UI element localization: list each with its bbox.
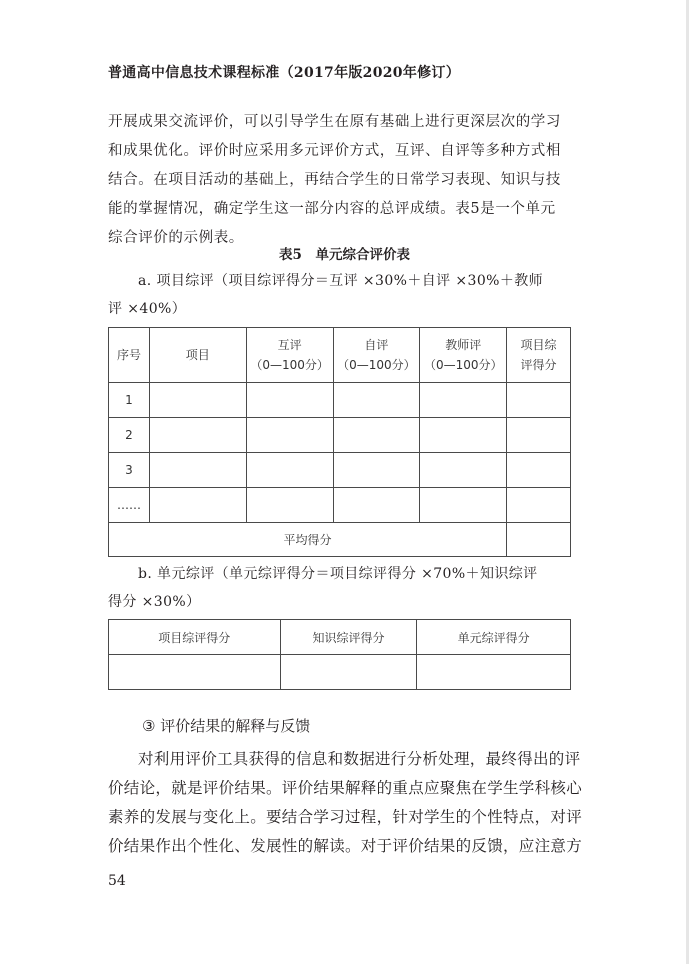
header-teacher — [420, 328, 507, 383]
table-cell — [246, 453, 333, 488]
row-seq: …… — [109, 488, 150, 523]
table-row — [109, 488, 571, 523]
table-caption: 表5 单元综合评价表 — [279, 247, 410, 263]
paragraph-line: 开展成果交流评价，可以引导学生在原有基础上进行更深层次的学习 — [108, 114, 561, 130]
table-cell — [420, 453, 507, 488]
table-row — [109, 383, 571, 418]
header-project-score: 项目综评得分 — [109, 620, 281, 655]
table-cell — [507, 523, 571, 557]
table-cell — [333, 383, 420, 418]
header-teacher-range: （0—100分） — [423, 358, 503, 372]
paragraph-line: 对利用评价工具获得的信息和数据进行分析处理，最终得出的评 — [138, 750, 581, 768]
table-cell — [333, 453, 420, 488]
paragraph-line: 综合评价的示例表。 — [108, 230, 244, 246]
formula-line: 得分 ×30%） — [108, 594, 201, 610]
formula-a — [108, 267, 570, 323]
running-header: 普通高中信息技术课程标准（2017年版2020年修订） — [108, 65, 461, 81]
header-score-line: 项目综 — [520, 338, 557, 352]
formula-line: 评 ×40%） — [108, 301, 187, 317]
table-cell — [333, 488, 420, 523]
table-cell — [109, 655, 281, 690]
table-header-row — [109, 620, 571, 655]
row-seq: 2 — [109, 418, 150, 453]
page-number: 54 — [108, 873, 126, 889]
header-self — [333, 328, 420, 383]
table-cell — [149, 418, 246, 453]
table-cell — [280, 655, 417, 690]
header-score — [507, 328, 571, 383]
paragraph-line: 能的掌握情况，确定学生这一部分内容的总评成绩。表5是一个单元 — [108, 201, 556, 217]
header-unit-score: 单元综评得分 — [417, 620, 571, 655]
table-cell — [246, 383, 333, 418]
formula-line: b. 单元综评（单元综评得分＝项目综评得分 ×70%＋知识综评 — [138, 566, 538, 582]
table-row — [109, 453, 571, 488]
paragraph-line: 价结论，就是评价结果。评价结果解释的重点应聚焦在学生学科核心 — [108, 779, 583, 797]
table-cell — [420, 488, 507, 523]
average-label: 平均得分 — [109, 523, 507, 557]
table-cell — [420, 383, 507, 418]
header-teacher-label: 教师评 — [445, 338, 482, 352]
table-row — [109, 655, 571, 690]
table-cell — [507, 383, 571, 418]
table-cell — [507, 453, 571, 488]
table-cell — [246, 418, 333, 453]
paragraph-line: 素养的发展与变化上。要结合学习过程，针对学生的个性特点，对评 — [108, 808, 583, 826]
header-peer — [246, 328, 333, 383]
formula-b — [108, 560, 570, 616]
table-cell — [417, 655, 571, 690]
section-heading: ③ 评价结果的解释与反馈 — [142, 717, 311, 735]
project-evaluation-table — [108, 327, 571, 557]
header-peer-label: 互评 — [277, 338, 302, 352]
section-paragraph — [108, 745, 583, 861]
unit-evaluation-table — [108, 619, 571, 690]
paragraph-line: 价结果作出个性化、发展性的解读。对于评价结果的反馈，应注意方 — [108, 837, 583, 855]
table-header-row — [109, 328, 571, 383]
row-seq: 1 — [109, 383, 150, 418]
table-cell — [149, 453, 246, 488]
header-item: 项目 — [149, 328, 246, 383]
table-cell — [420, 418, 507, 453]
intro-paragraph — [108, 108, 570, 253]
header-self-range: （0—100分） — [337, 358, 416, 372]
table-cell — [507, 418, 571, 453]
header-peer-range: （0—100分） — [250, 358, 329, 372]
table-cell — [246, 488, 333, 523]
table-cell — [149, 383, 246, 418]
table-cell — [333, 418, 420, 453]
paragraph-line: 和成果优化。评价时应采用多元评价方式，互评、自评等多种方式相 — [108, 143, 561, 159]
table-cell — [507, 488, 571, 523]
formula-line: a. 项目综评（项目综评得分＝互评 ×30%＋自评 ×30%＋教师 — [138, 273, 544, 289]
average-row — [109, 523, 571, 557]
table-row — [109, 418, 571, 453]
header-knowledge-score: 知识综评得分 — [280, 620, 417, 655]
header-score-line: 评得分 — [520, 358, 557, 372]
table-cell — [149, 488, 246, 523]
paragraph-line: 结合。在项目活动的基础上，再结合学生的日常学习表现、知识与技 — [108, 172, 561, 188]
header-self-label: 自评 — [364, 338, 389, 352]
header-seq: 序号 — [109, 328, 150, 383]
row-seq: 3 — [109, 453, 150, 488]
